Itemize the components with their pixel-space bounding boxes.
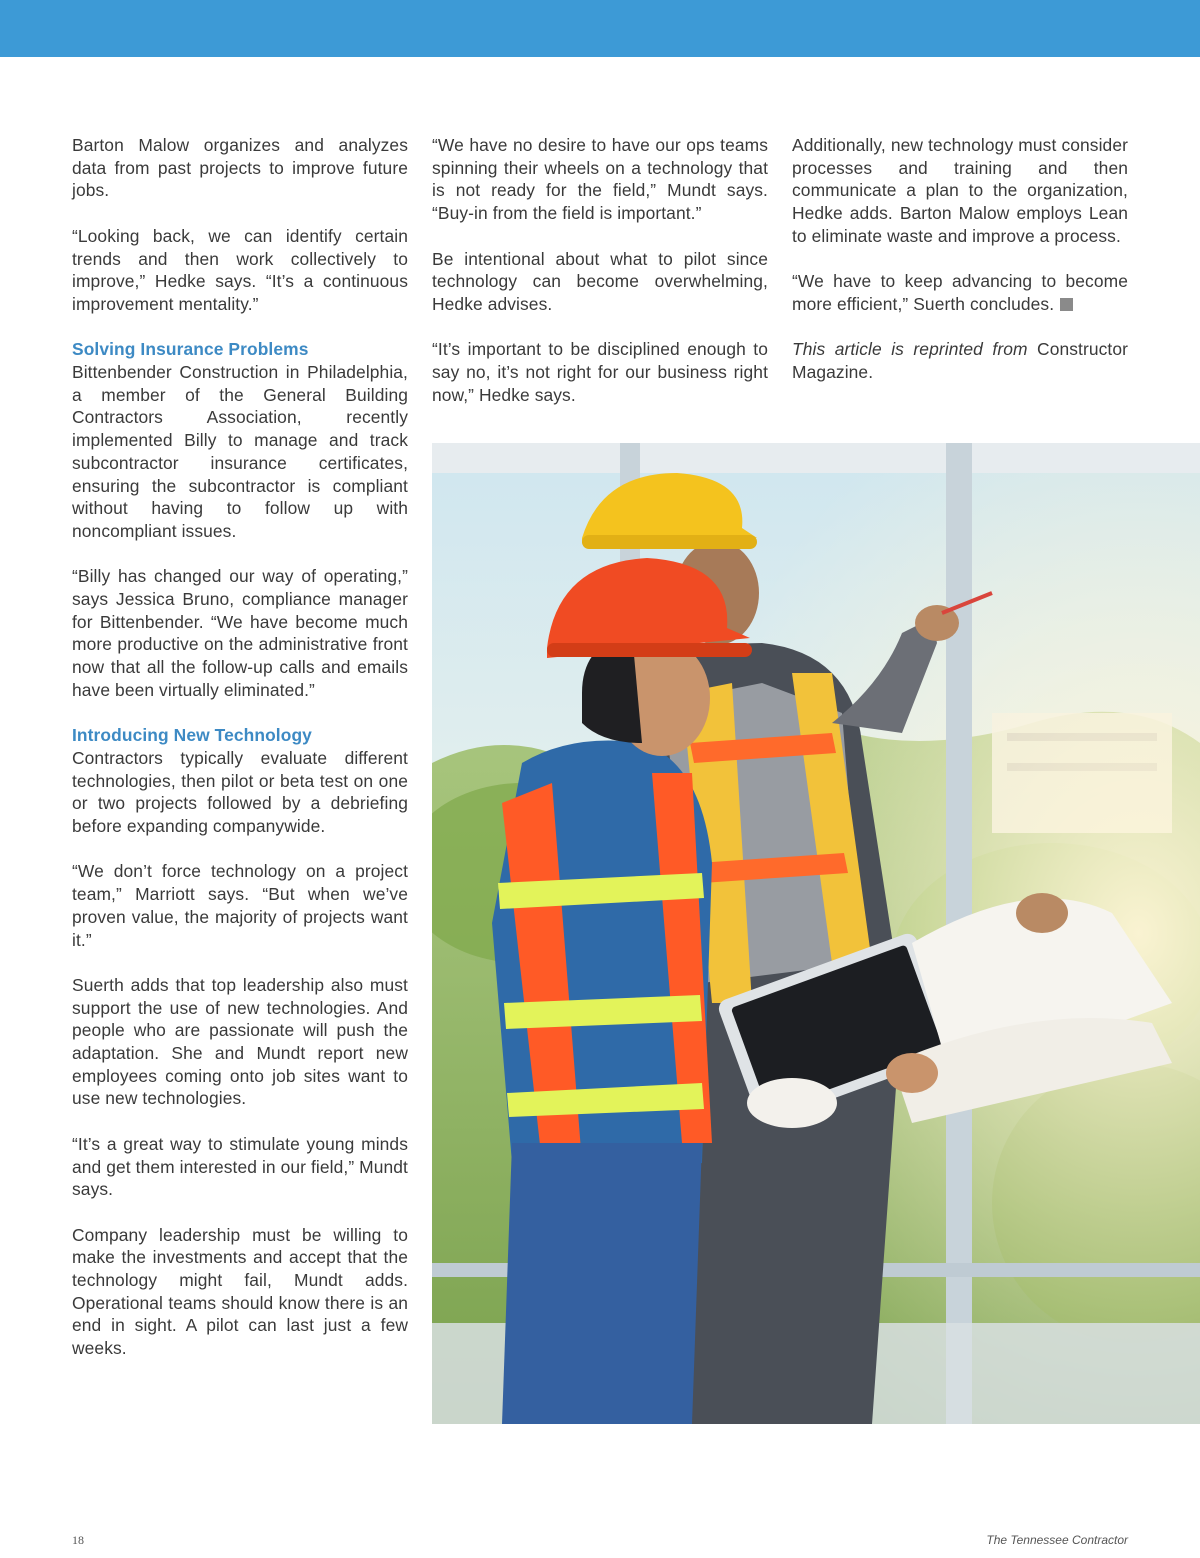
article-column-middle — [432, 134, 768, 406]
header-band — [0, 0, 1200, 57]
section — [72, 724, 408, 838]
reprint-note — [792, 338, 1128, 383]
publication-title: The Tennessee Contractor — [986, 1533, 1128, 1547]
paragraph: “We don’t force technology on a project team,” Marriott says. “But when we’ve proven value, the majority of projects want it.” — [72, 861, 408, 950]
subhead-solving-insurance: Solving Insurance Problems — [72, 339, 309, 360]
end-of-article-mark — [1060, 298, 1073, 311]
paragraph: Company leadership must be willing to make the investments and accept that the technology might fail, Mundt adds. Operational teams should know there is an end in sight. A pilot can last just a few weeks. — [72, 1224, 408, 1359]
paragraph: “Billy has changed our way of operating,” says Jessica Bruno, compliance manager for Bittenbender. “We have become much more productive on the administrative front now that all the follow-up calls and emails have been virtually eliminated.” — [72, 566, 408, 700]
reprint-italic-text: This article is reprinted from — [792, 339, 1028, 360]
construction-workers-photo — [432, 443, 1200, 1424]
paragraph: “It’s a great way to stimulate young minds and get them interested in our field,” Mundt says. — [72, 1133, 408, 1200]
paragraph: Additionally, new technology must consider processes and training and then communicate a plan to the organization, Hedke adds. Barton Malow employs Lean to eliminate waste and improve a process. — [792, 135, 1128, 246]
paragraph: Barton Malow organizes and analyzes data from past projects to improve future jobs. — [72, 135, 408, 201]
paragraph: Contractors typically evaluate different technologies, then pilot or beta test on one or two projects followed by a debriefing before expanding companywide. — [72, 747, 408, 837]
closing-quote: “We have to keep advancing to become more efficient,” Suerth concludes. — [792, 271, 1128, 314]
paragraph: Bittenbender Construction in Philadelphia, a member of the General Building Contractors Association, recently implemented Billy to manage and track subcontractor insurance certificates, ensuring the subcontractor is compliant without having to follow up with noncompliant issues. — [72, 362, 408, 541]
article-column-right — [792, 134, 1128, 384]
paragraph: Suerth adds that top leadership also must support the use of new technologies. And people who are passionate will push the adaptation. She and Mundt report new employees coming onto job sites want to use new technologies. — [72, 974, 408, 1109]
section — [72, 338, 408, 542]
article-column-left — [72, 134, 408, 1360]
paragraph: “We have no desire to have our ops teams spinning their wheels on a technology that is not ready for the field,” Mundt says. “Buy-in from the field is important.” — [432, 135, 768, 224]
paragraph: Be intentional about what to pilot since technology can become overwhelming, Hedke advises. — [432, 248, 768, 314]
paragraph — [792, 270, 1128, 315]
subhead-introducing-technology: Introducing New Technology — [72, 725, 312, 746]
reprint-source: Constructor Magazine. — [792, 339, 1129, 382]
paragraph: “It’s important to be disciplined enough to say no, it’s not right for our business right now,” Hedke says. — [432, 339, 768, 405]
paragraph: “Looking back, we can identify certain trends and then work collectively to improve,” Hedke says. “It’s a continuous improvement mentality.” — [72, 225, 408, 314]
page-number: 18 — [72, 1533, 84, 1547]
